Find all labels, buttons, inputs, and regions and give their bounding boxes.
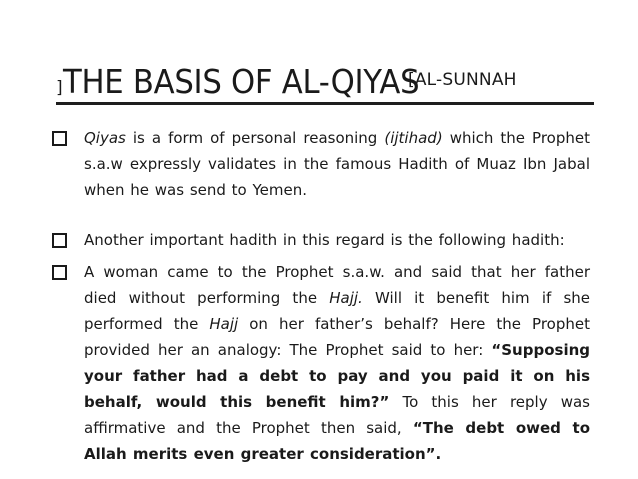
bullet-3-text-b: Will it benefit him if she performed the [84, 289, 591, 333]
bullet-1-italic-ijtihad: (ijtihad) [384, 129, 443, 147]
bullet-1-text-a: is a form of personal reasoning [125, 129, 385, 147]
bullet-3-text-c: on her father’s behalf? Here the Prophet provided her an analogy: The Prophet said to her: [84, 315, 590, 359]
square-bullet-icon [52, 131, 67, 146]
square-bullet-icon [52, 265, 67, 280]
bullet-list [50, 125, 590, 467]
square-bullet-icon [52, 233, 67, 248]
bullet-item-qiyas [50, 125, 590, 203]
title-main-text: THE BASIS OF AL-QIYAS [62, 62, 419, 101]
title-subtitle: [AL-SUNNAH [408, 70, 517, 90]
bullet-3-bold-quote-1: “Supposing your father had a debt to pay and you paid it on his behalf, would this benefit him?” [84, 341, 590, 411]
bullet-3-text-d: To this her reply was affirmative and the Prophet then said, [84, 393, 590, 437]
title-bracket-left: ] [56, 78, 63, 98]
bullet-3-italic-hajj-1: Hajj. [329, 289, 363, 307]
title-divider [56, 102, 594, 105]
slide-title [56, 62, 446, 101]
bullet-3-bold-quote-2: “The debt owed to Allah merits even greater consideration”. [84, 419, 590, 463]
bullet-item-another-hadith [50, 227, 590, 253]
bullet-2-text: Another important hadith in this regard is the following hadith: [84, 231, 565, 249]
bullet-item-woman-hadith [50, 259, 590, 467]
bullet-3-italic-hajj-2: Hajj [209, 315, 239, 333]
bullet-3-text-a: A woman came to the Prophet s.a.w. and said that her father died without performing the [84, 263, 590, 307]
bullet-1-italic-qiyas: Qiyas [84, 129, 126, 147]
bullet-1-text-b: which the Prophet s.a.w expressly validates in the famous Hadith of Muaz Ibn Jabal when he was send to Yemen. [84, 129, 590, 199]
